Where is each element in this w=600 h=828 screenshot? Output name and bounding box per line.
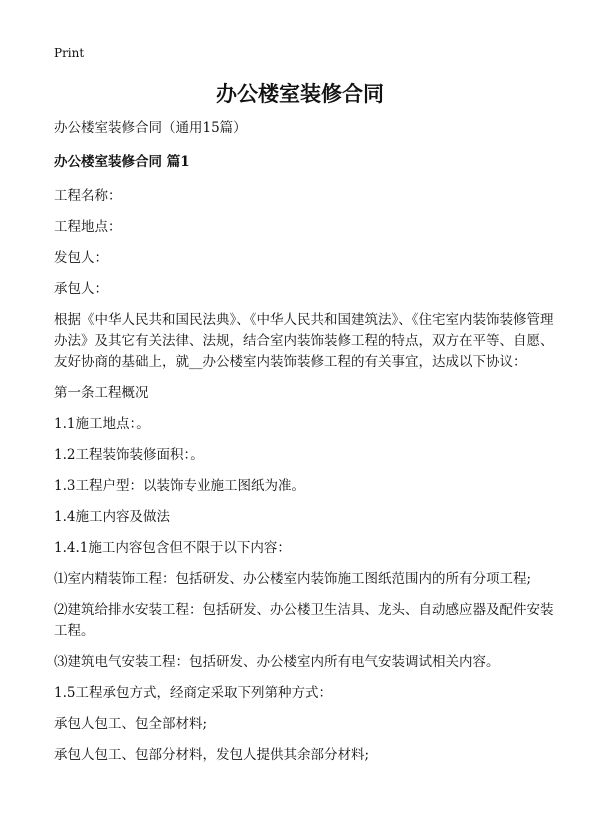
paragraph-1-4: 1.4施工内容及做法 xyxy=(54,509,170,525)
document-body xyxy=(54,118,554,776)
paragraph-1-4-1: 1.4.1施工内容包含但不限于以下内容： xyxy=(54,540,291,556)
paragraph-option-1: 承包人包工、包全部材料; xyxy=(54,716,208,732)
paragraph-1-3: 1.3工程户型：以装饰专业施工图纸为准。 xyxy=(54,478,305,494)
paragraph-preamble: 根据《中华人民共和国民法典》、《中华人民共和国建筑法》、《住宅室内装饰装修管理办法》及其它有关法律、法规，结合室内装饰装修工程的特点，双方在平等、自愿、友好协商的基础上，就__办公楼室内装饰装修工程的有关事宜，达成以下协议： xyxy=(54,312,554,370)
paragraph-project-name: 工程名称： xyxy=(54,188,122,204)
paragraph-item-2: ⑵建筑给排水安装工程：包括研发、办公楼卫生洁具、龙头、自动感应器及配件安装工程。 xyxy=(54,602,554,639)
paragraph-1-2: 1.2工程装饰装修面积：。 xyxy=(54,447,204,463)
section-heading: 办公楼室装修合同 篇1 xyxy=(54,154,190,170)
paragraph-article-1: 第一条工程概况 xyxy=(54,385,149,401)
paragraph-project-location: 工程地点： xyxy=(54,219,122,235)
paragraph-employer: 发包人： xyxy=(54,250,108,266)
paragraph-contractor: 承包人： xyxy=(54,281,108,297)
document-title: 办公楼室装修合同 xyxy=(216,81,384,106)
print-link[interactable]: Print xyxy=(54,46,85,60)
paragraph-item-3: ⑶建筑电气安装工程：包括研发、办公楼室内所有电气安装调试相关内容。 xyxy=(54,654,500,670)
paragraph-option-2: 承包人包工、包部分材料，发包人提供其余部分材料; xyxy=(54,747,370,763)
paragraph-item-1: ⑴室内精装饰工程：包括研发、办公楼室内装饰施工图纸范围内的所有分项工程; xyxy=(54,571,532,587)
paragraph-1-1: 1.1施工地点：。 xyxy=(54,416,150,432)
document-subtitle: 办公楼室装修合同（通用15篇） xyxy=(54,120,247,136)
paragraph-1-5: 1.5工程承包方式，经商定采取下列第种方式： xyxy=(54,685,332,701)
